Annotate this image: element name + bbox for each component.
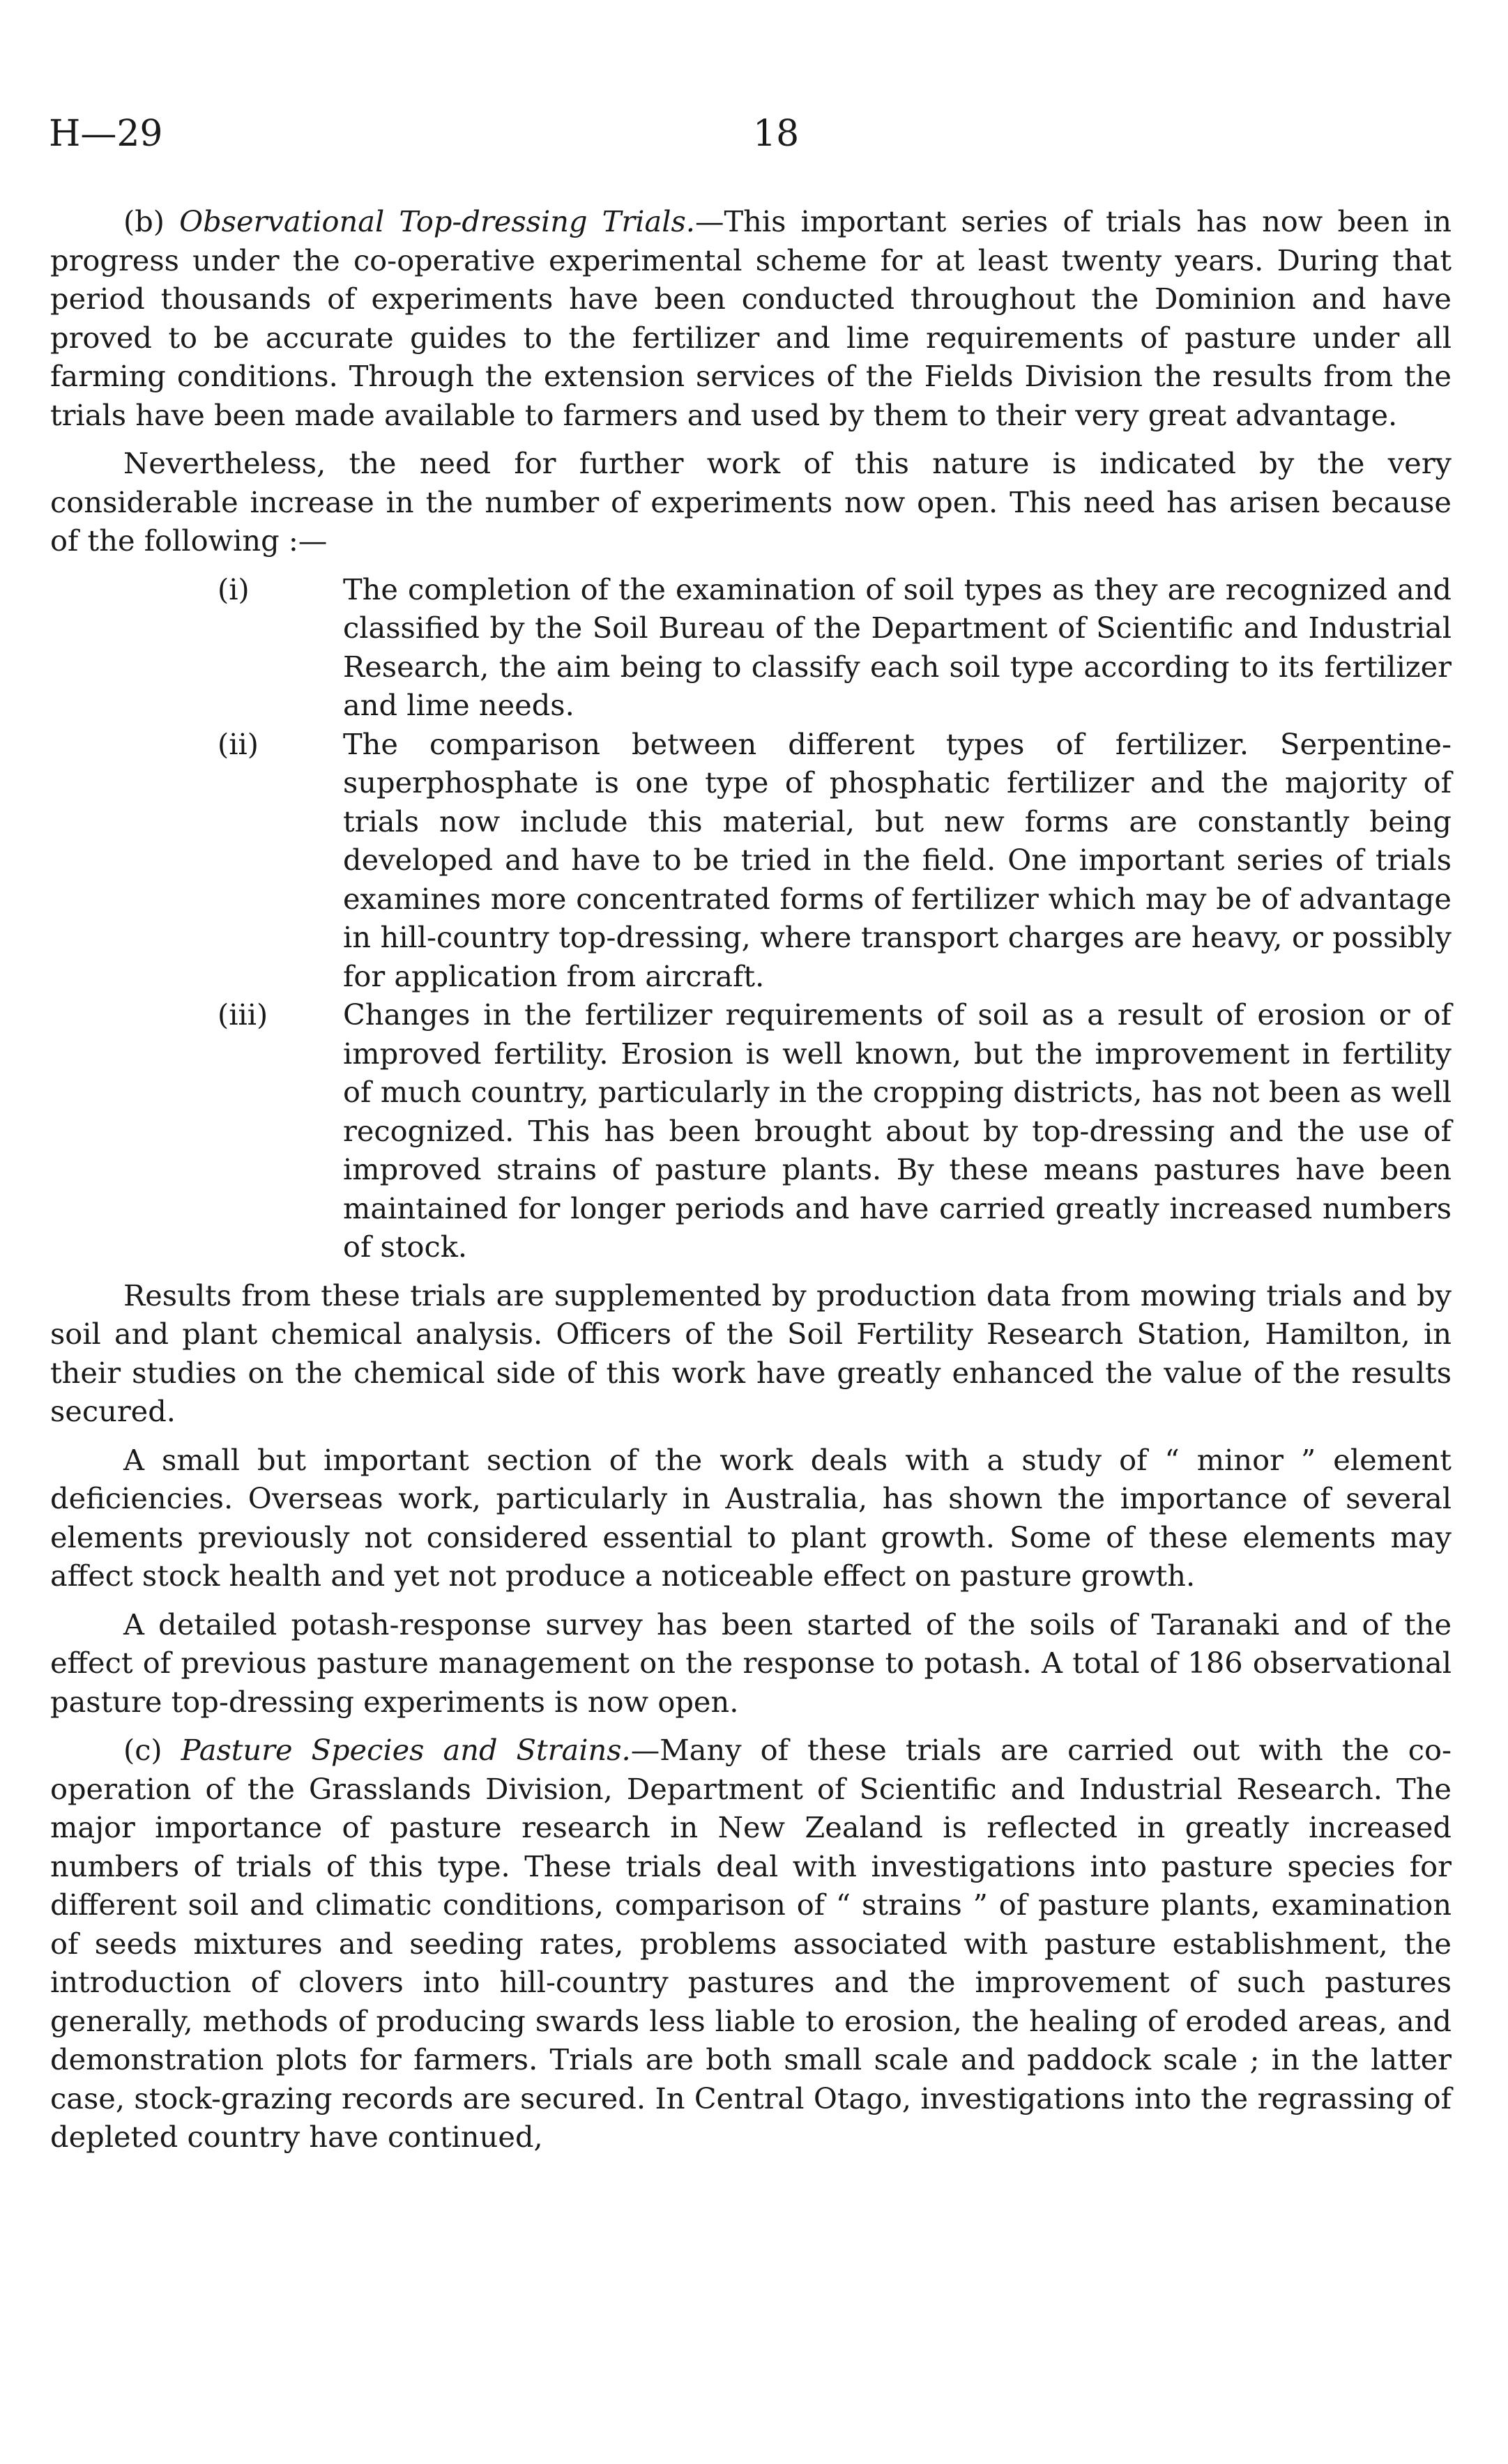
document-reference: H—29 xyxy=(49,113,163,155)
section-b-paragraph-5: A detailed potash-response survey has been started of the soils of Taranaki and of the effect of previous pasture management on the response to potash. A total of 186 observational pasture top-dressing experiments is now open. xyxy=(50,1607,1452,1719)
page-header xyxy=(49,106,1471,162)
section-b-heading: Observational Top-dressing Trials. xyxy=(179,204,695,238)
section-c-marker: (c) xyxy=(123,1733,162,1767)
list-item-text: Changes in the fertilizer requirements of soil as a result of erosion or of improved fertility. Erosion is well known, but the improvement in fertility of much country, particularly in the cropping districts, has not been as well recognized. This has been brought about by top-dressing and the use of improved strains of pasture plants. By these means pastures have been maintained for longer periods and have carried greatly increased numbers of stock. xyxy=(343,997,1452,1264)
section-b-paragraph-4: A small but important section of the work deals with a study of “ minor ” element deficiencies. Overseas work, particularly in Australia, has shown the importance of several elements previously not considered essential to plant growth. Some of these elements may affect stock health and yet not produce a noticeable effect on pasture growth. xyxy=(50,1442,1452,1593)
list-item xyxy=(50,995,1452,1267)
list-item-label: (iii) xyxy=(218,997,268,1032)
section-b-intro-text: —This important series of trials has now been in progress under the co-operative experimental scheme for at least twenty years. During that period thousands of experiments have been conducted throughout the Dominion and have proved to be accurate guides to the fertilizer and lime requirements of pasture under all farming conditions. Through the extension services of the Fields Division the results from the trials have been made available to farmers and used by them to their very great advantage. xyxy=(50,204,1452,432)
section-c-heading: Pasture Species and Strains. xyxy=(181,1733,631,1767)
document-body xyxy=(50,202,1452,2166)
list-item xyxy=(50,570,1452,725)
section-b-marker: (b) xyxy=(123,204,165,238)
list-item-text: The completion of the examination of soil types as they are recognized and classified by the Soil Bureau of the Department of Scientific and Industrial Research, the aim being to classify each soil type according to its fertilizer and lime needs. xyxy=(343,572,1452,722)
section-c-paragraph xyxy=(50,1731,1452,2157)
requirements-list xyxy=(50,570,1452,1267)
list-item xyxy=(50,725,1452,996)
list-item-label: (i) xyxy=(218,572,250,606)
list-item-text: The comparison between different types of fertilizer. Serpentine-superphosphate is one type of phosphatic fertilizer and the majority of trials now include this material, but new forms are constantly being developed and have to be tried in the field. One important series of trials examines more concentrated forms of fertilizer which may be of advantage in hill-country top-dressing, where transport charges are heavy, or possibly for application from aircraft. xyxy=(343,726,1452,993)
section-b-intro-paragraph xyxy=(50,202,1452,434)
list-item-label: (ii) xyxy=(218,726,259,761)
section-b-paragraph-2: Nevertheless, the need for further work of this nature is indicated by the very considerable increase in the number of experiments now open. This need has arisen because of the following :— xyxy=(50,446,1452,558)
section-b-paragraph-3: Results from these trials are supplemented by production data from mowing trials and by soil and plant chemical analysis. Officers of the Soil Fertility Research Station, Hamilton, in their studies on the chemical side of this work have greatly enhanced the value of the results secured. xyxy=(50,1278,1452,1428)
section-c-text: —Many of these trials are carried out with the co-operation of the Grasslands Division, Department of Scientific and Industrial Research. The major importance of pasture research in New Zealand is reflected in greatly increased numbers of trials of this type. These trials deal with investigations into pasture species for different soil and climatic conditions, comparison of “ strains ” of pasture plants, examination of seeds mixtures and seeding rates, problems associated with pasture establishment, the introduction of clovers into hill-country pastures and the improvement of such pastures generally, methods of producing swards less liable to erosion, the healing of eroded areas, and demonstration plots for farmers. Trials are both small scale and paddock scale ; in the latter case, stock-grazing records are secured. In Central Otago, investigations into the regrassing of depleted country have continued, xyxy=(50,1733,1452,2154)
page-number: 18 xyxy=(753,113,800,155)
